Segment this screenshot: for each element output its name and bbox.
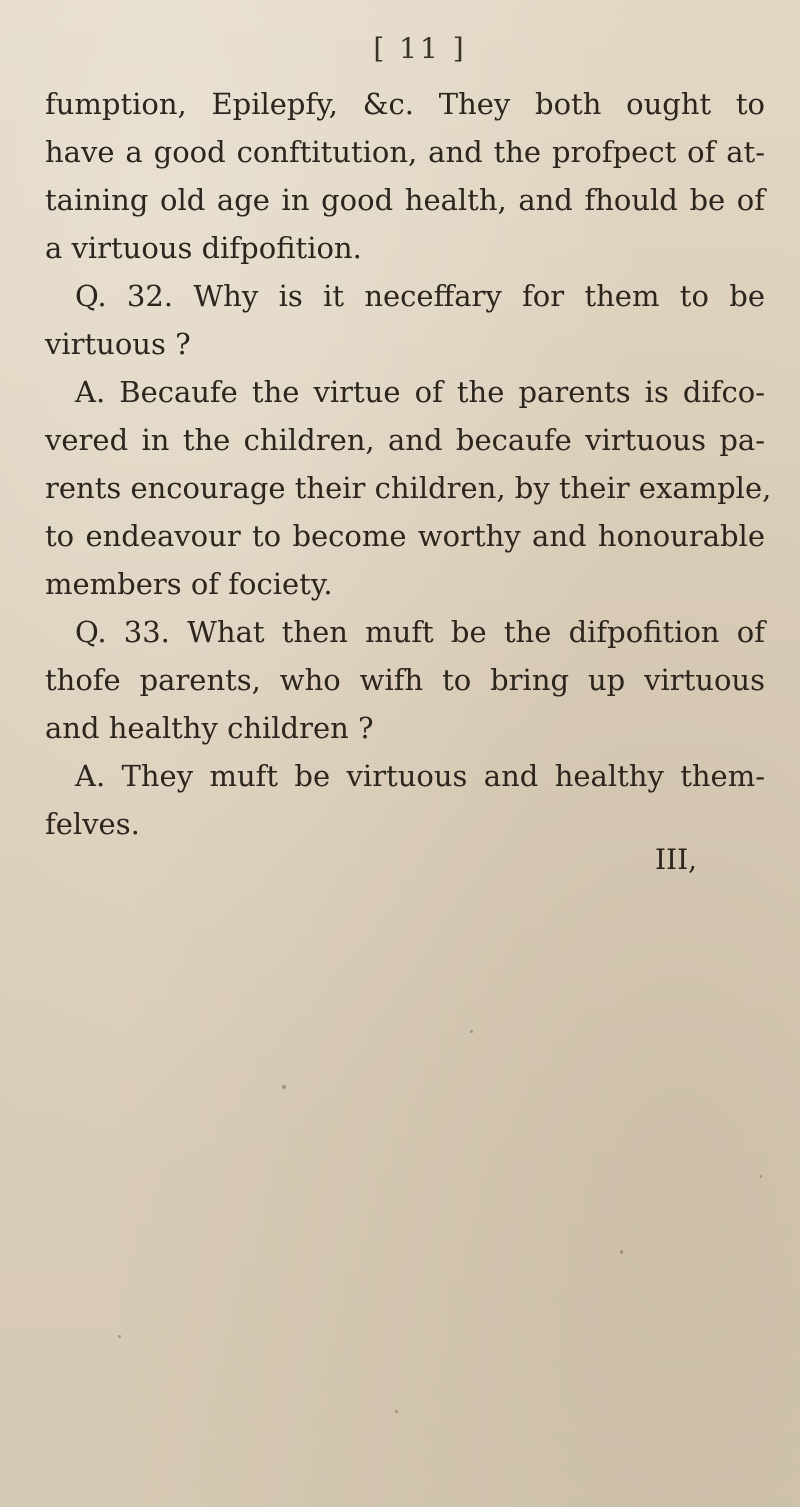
body-text — [45, 80, 772, 848]
text-line: fumption, Epilepfy, &c. They both ought to — [45, 87, 765, 121]
text-line: virtuous ? — [45, 327, 191, 361]
text-line: and healthy children ? — [45, 711, 374, 745]
text-line: have a good conftitution, and the profpect of at- — [45, 135, 765, 169]
text-line: a virtuous difpofition. — [45, 231, 362, 265]
catchword: III, — [655, 843, 698, 876]
paper-speck — [470, 1030, 473, 1033]
text-line: vered in the children, and becaufe virtuous pa- — [45, 423, 765, 457]
text-line: felves. — [45, 807, 140, 841]
text-line: to endeavour to become worthy and honourable — [45, 519, 765, 553]
text-line: thofe parents, who wifh to bring up virtuous — [45, 663, 765, 697]
paper-speck — [620, 1250, 623, 1254]
question-line: Q. 32. Why is it neceffary for them to be — [75, 279, 765, 313]
paper-speck — [395, 1410, 398, 1413]
question-line: Q. 33. What then muft be the difpofition of — [75, 615, 765, 649]
text-line: members of fociety. — [45, 567, 333, 601]
paper-speck — [118, 1335, 121, 1338]
text-line: rents encourage their children, by their example, — [45, 471, 772, 505]
paper-speck — [760, 1175, 762, 1178]
page-number: [ 11 ] — [373, 32, 467, 65]
text-line: taining old age in good health, and fhould be of — [45, 183, 765, 217]
answer-line: A. They muft be virtuous and healthy them- — [75, 759, 765, 793]
answer-line: A. Becaufe the virtue of the parents is difco- — [75, 375, 765, 409]
paper-speck — [282, 1085, 286, 1089]
